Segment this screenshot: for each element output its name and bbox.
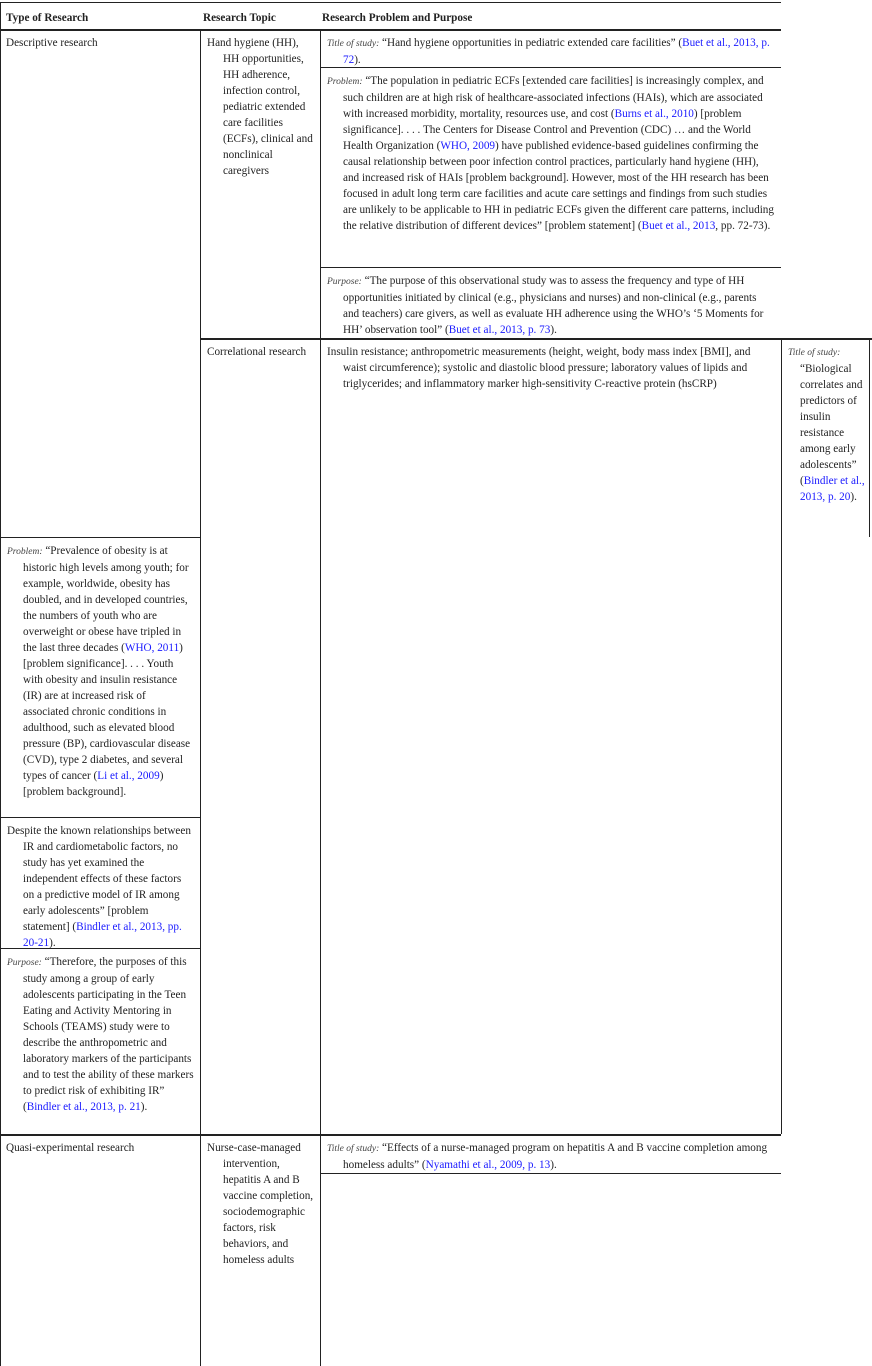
correlational-topic: Insulin resistance; anthropometric measurements (height, weight, body mass index [BMI], and waist circumference); systolic and diastolic blood pressure; laboratory values of lipids and triglycerides; and inflammatory marker high-sensitivity C-reactive protein (hsCRP) [327,346,751,390]
citation-link[interactable]: Bindler et al., 2013, p. 21 [26,1101,141,1113]
correlational-problem [1,539,200,802]
field-label: Title of study: [788,348,841,358]
descriptive-type: Descriptive research [6,37,98,49]
header-research-problem: Research Problem and Purpose [322,12,473,24]
text-segment: “The purpose of this observational study was to assess the frequency and type of HH opportunities initiated by clinical (e.g., physicians and nurses) and non-clinical (e.g., parents and teachers) care givers, as well as evaluate HH adherence using the WHO’s ‘5 Moments for HH’ observation tool” ( [343,275,764,336]
text-segment: “Effects of a nurse-managed program on hepatitis A and B vaccine completion among homeless adults” ( [343,1142,768,1171]
descriptive-title [321,31,781,70]
quasi-topic: Nurse-case-managed intervention, hepatitis A and B vaccine completion, sociodemographic factors, risk behaviors, and homeless adults [207,1142,314,1266]
text-segment: ). [354,54,361,66]
text-segment: , pp. 72-73). [715,220,771,232]
text-segment: ) [problem background]. [23,770,164,798]
citation-link[interactable]: Burns et al., 2010 [614,108,694,120]
citation-link[interactable]: Bindler et al., 2013, p. 20 [800,475,865,503]
citation-link[interactable]: Buet et al., 2013 [641,220,716,232]
field-label: Problem: [7,547,43,557]
text-segment: ). [550,324,557,336]
descriptive-purpose [321,269,781,340]
text-segment: ). [140,1101,148,1113]
header-type-of-research: Type of Research [6,12,89,24]
correlational-title [782,340,870,507]
quasi-title [321,1136,781,1175]
correlational-problem-statement [1,819,200,953]
citation-link[interactable]: WHO, 2011 [124,642,180,654]
citation-link[interactable]: WHO, 2009 [440,140,496,152]
descriptive-problem [321,69,781,236]
text-segment: ) have published evidence-based guidelines confirming the causal relationship between poor infection control practices, particularly hand hygiene (HH), and increased risk of HAIs [problem background]. However, most of the HH research has been focused in adult long term care facilities and acute care settings and findings from such studies are unlikely to be applicable to HH in pediatric ECFs given the different care patterns, including the relative distribution of different devices” [problem statement] ( [343,140,774,232]
text-segment: “Biological correlates and predictors of insulin resistance among early adolescents” ( [800,363,863,487]
field-label: Title of study: [327,39,380,49]
field-label: Problem: [327,77,363,87]
text-segment: ) [problem significance]. . . . Youth with obesity and insulin resistance (IR) are at increased risk of associated chronic conditions in adulthood, such as elevated blood pressure (BP), cardiovascular disease (CVD), type 2 diabetes, and several types of cancer ( [23,642,191,782]
citation-link[interactable]: Li et al., 2009 [97,770,160,782]
text-segment: “Prevalence of obesity is at historic high levels among youth; for example, worldwide, obesity has doubled, and in developed countries, the numbers of youth who are overweight or obese have tripled in the last three decades ( [23,545,189,654]
header-research-topic: Research Topic [203,12,276,24]
text-segment: ). [49,937,56,949]
citation-link[interactable]: Bindler et al., 2013, pp. 20-21 [23,921,182,949]
row-divider [0,537,200,538]
text-segment: ). [550,1159,557,1171]
text-segment: ). [850,491,857,503]
correlational-purpose [1,950,200,1117]
field-label: Title of study: [327,1144,380,1154]
text-segment: “Therefore, the purposes of this study among a group of early adolescents participating in the Teen Eating and Activity Mentoring in Schools (TEAMS) study were to describe the anthropometric and laboratory markers of the participants and to test the ability of these markers to predict risk of exhibiting IR” ( [23,956,194,1113]
table-top-border [0,2,781,3]
correlational-type: Correlational research [207,346,307,358]
citation-link[interactable]: Buet et al., 2013, p. 73 [448,324,551,336]
row-divider [320,267,781,268]
field-label: Purpose: [7,958,42,968]
text-segment: “Hand hygiene opportunities in pediatric extended care facilities” ( [379,37,683,49]
row-divider [0,817,200,818]
citation-link[interactable]: Buet et al., 2013, p. 72 [343,37,770,66]
field-label: Purpose: [327,277,362,287]
text-segment: “The population in pediatric ECFs [extended care facilities] is increasingly complex, and such children are at high risk of healthcare-associated infections (HAIs), which are associated with increased morbidity, mortality, resources use, and cost ( [343,75,764,120]
citation-link[interactable]: Nyamathi et al., 2009, p. 13 [425,1159,551,1171]
text-segment: Despite the known relationships between IR and cardiometabolic factors, no study has yet examined the independent effects of these factors on a predictive model of IR among early adolescents” [problem statement] ( [7,825,191,933]
descriptive-topic: Hand hygiene (HH), HH opportunities, HH adherence, infection control, pediatric extended care facilities (ECFs), clinical and nonclinical caregivers [207,37,313,177]
text-segment: ) [problem significance]. . . . The Centers for Disease Control and Prevention (CDC) … and the World Health Organization ( [343,108,751,152]
quasi-type: Quasi-experimental research [6,1142,135,1154]
